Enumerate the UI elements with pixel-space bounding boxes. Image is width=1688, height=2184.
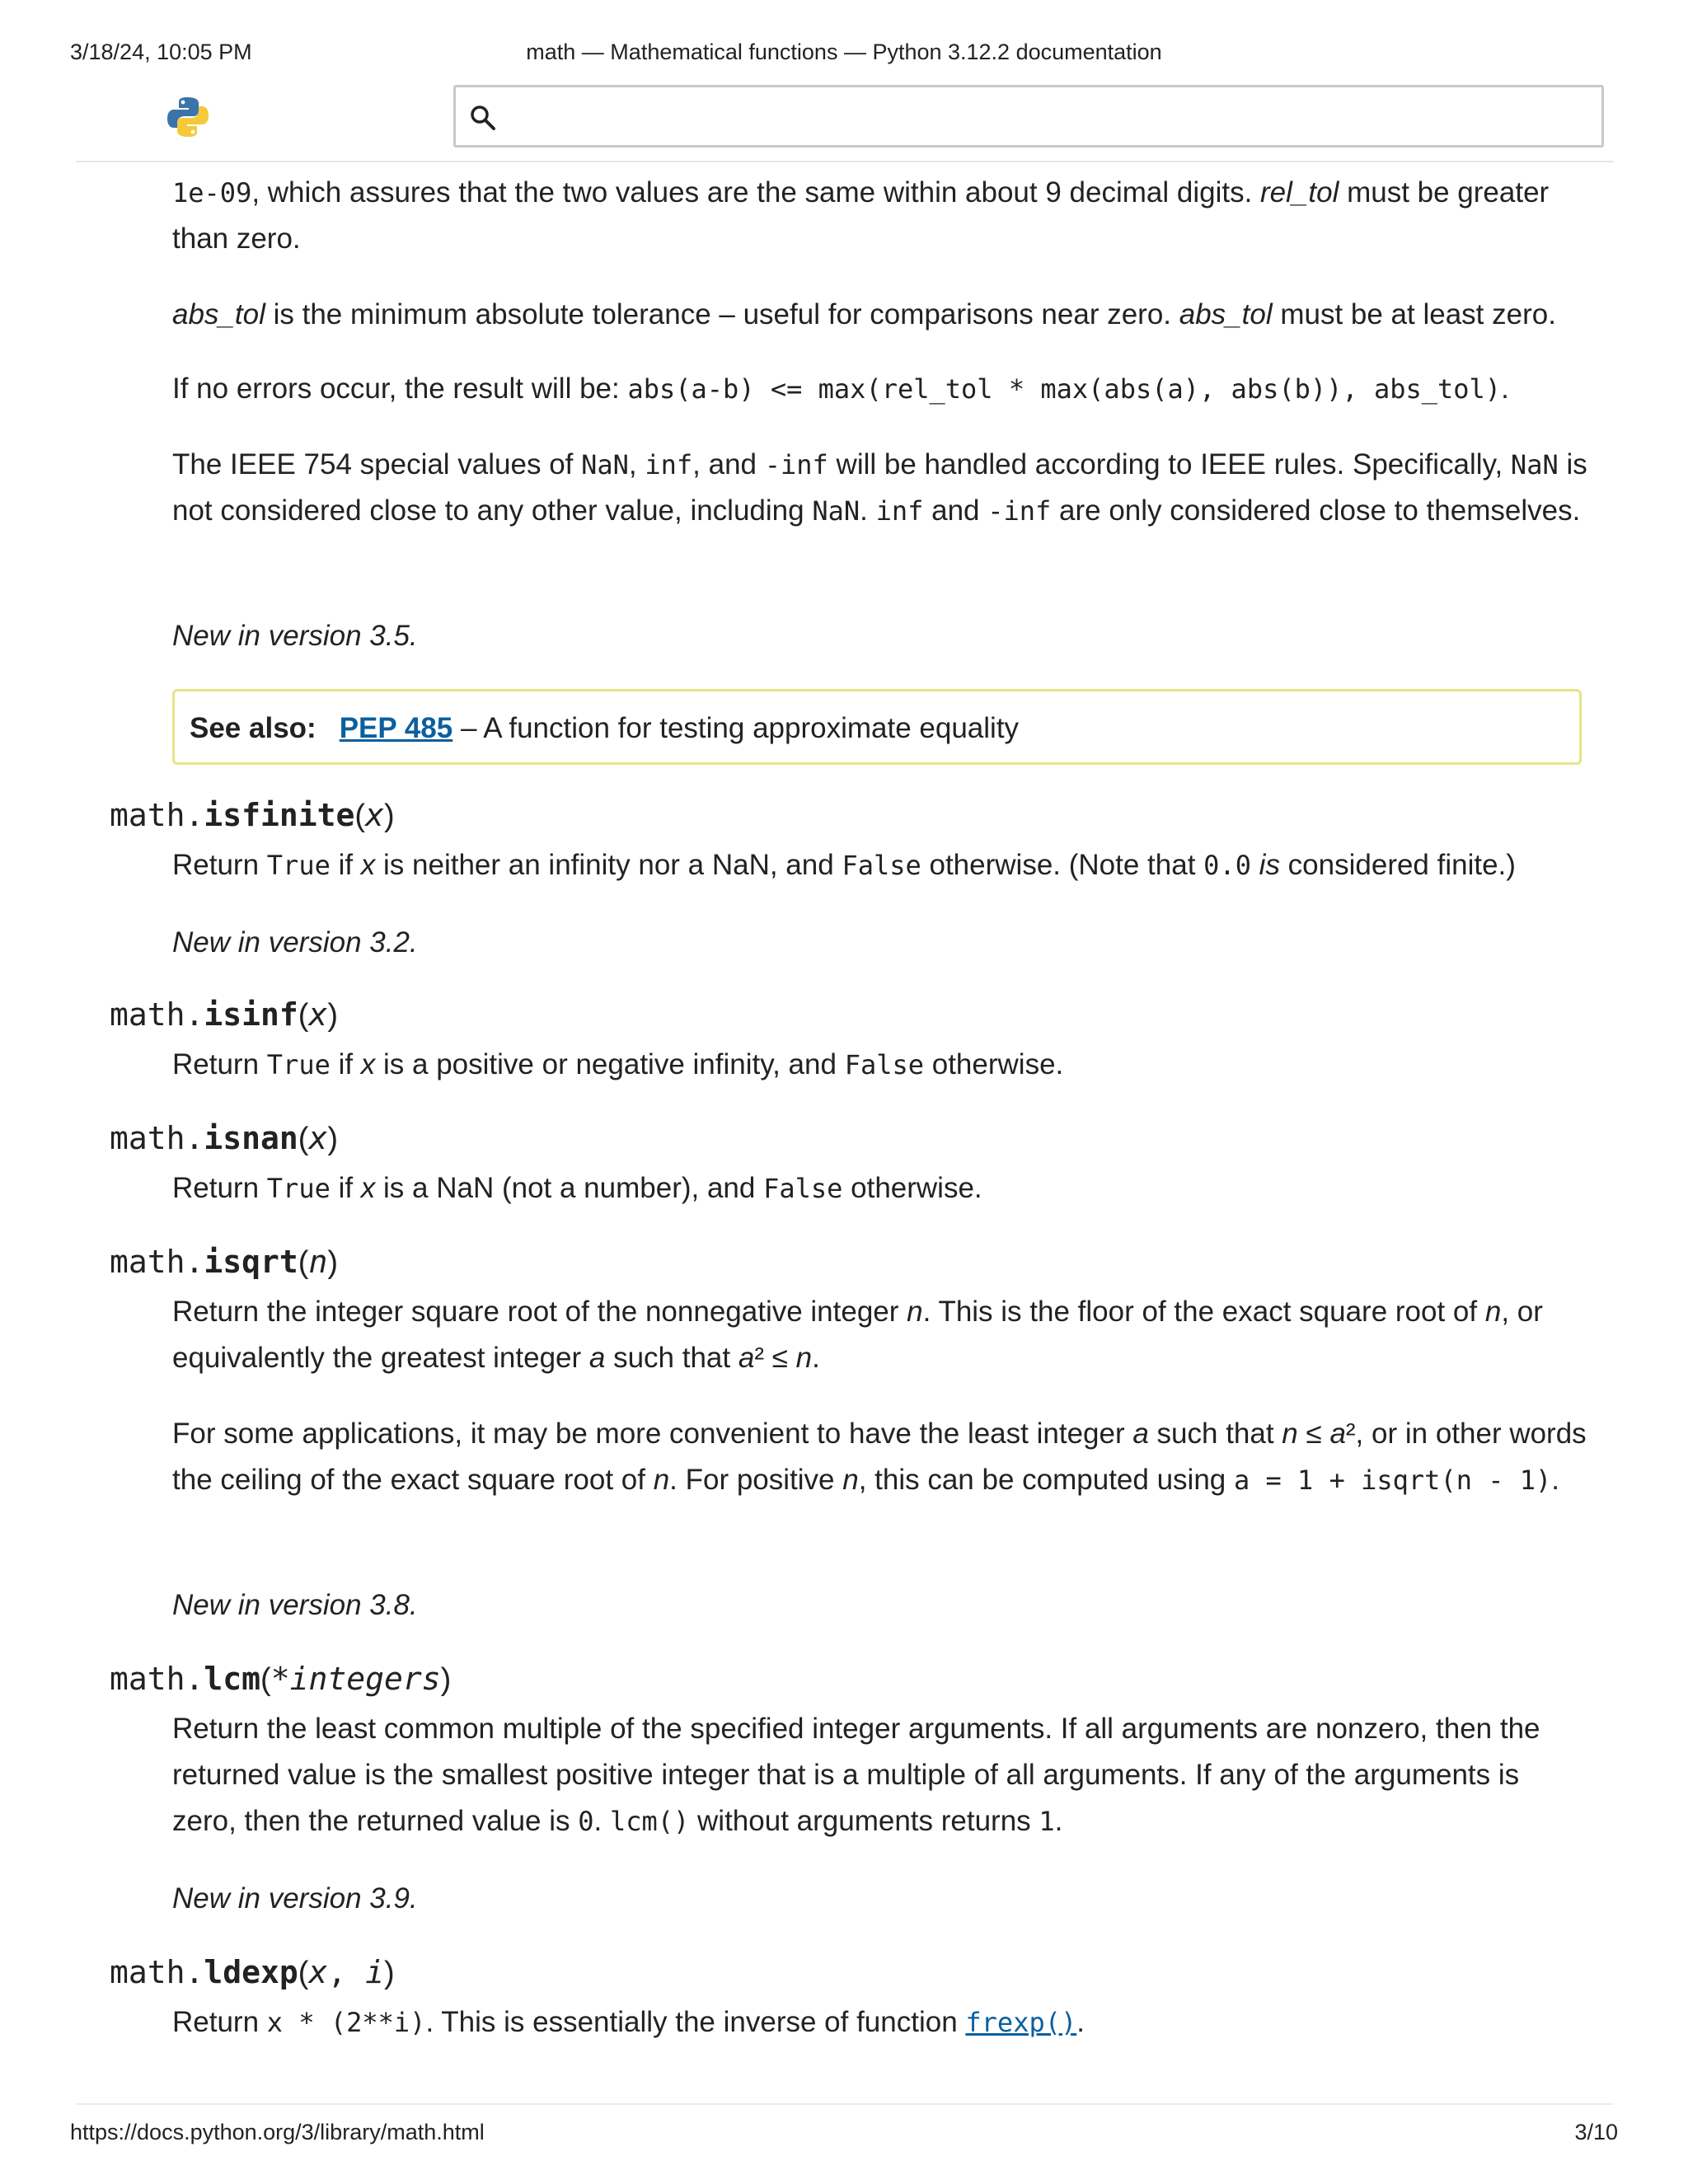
print-url: https://docs.python.org/3/library/math.html — [70, 2120, 485, 2144]
print-header — [0, 40, 1688, 73]
isclose-paragraph-result: If no errors occur, the result will be: abs(a-b) <= max(rel_tol * max(abs(a), abs(b)), abs_tol). — [172, 373, 1509, 405]
isclose-version-note: New in version 3.5. — [172, 620, 418, 652]
see-also-label: See also: — [190, 712, 316, 744]
isqrt-signature: math.isqrt(n) — [110, 1244, 338, 1280]
isclose-paragraph-reltol: 1e-09, which assures that the two values are the same within about 9 decimal digits. rel_tol must be greater than zero. — [172, 176, 1550, 255]
isqrt-version-note: New in version 3.8. — [172, 1589, 418, 1621]
search-input[interactable] — [453, 85, 1604, 148]
lcm-version-note: New in version 3.9. — [172, 1882, 418, 1915]
print-footer — [0, 2120, 1688, 2153]
pep-485-link[interactable]: PEP 485 — [339, 712, 453, 744]
lcm-description: Return the least common multiple of the specified integer arguments. If all arguments are nonzero, then the returned value is the smallest positive integer that is a multiple of all arguments. If any of the arguments is zero, then the returned value is 0. lcm() without arguments returns 1. — [172, 1713, 1540, 1837]
isfinite-version-note: New in version 3.2. — [172, 926, 418, 958]
isnan-signature: math.isnan(x) — [110, 1120, 338, 1156]
isclose-paragraph-abstol: abs_tol is the minimum absolute tolerance – useful for comparisons near zero. abs_tol must be at least zero. — [172, 298, 1556, 330]
frexp-link[interactable]: frexp() — [965, 2007, 1077, 2038]
print-doc-title: math — Mathematical functions — Python 3.12.2 documentation — [526, 40, 1162, 64]
footer-divider — [76, 2103, 1614, 2105]
header-divider — [76, 161, 1614, 162]
search-icon[interactable] — [467, 102, 499, 134]
isinf-signature: math.isinf(x) — [110, 996, 338, 1033]
isqrt-description: Return the integer square root of the nonnegative integer n. This is the floor of the exact square root of n, or equivalently the greatest integer a such that a² ≤ n. — [172, 1296, 1543, 1374]
isinf-description: Return True if x is a positive or negative infinity, and False otherwise. — [172, 1048, 1064, 1080]
see-also-description: – A function for testing approximate equality — [452, 712, 1020, 744]
isclose-paragraph-ieee: The IEEE 754 special values of NaN, inf, and -inf will be handled according to IEEE rules. Specifically, NaN is not considered close to any other value, including NaN. inf and -inf are only considered close to themselves. — [172, 448, 1587, 527]
print-datetime: 3/18/24, 10:05 PM — [70, 40, 252, 64]
isfinite-signature: math.isfinite(x) — [110, 797, 395, 833]
page-number: 3/10 — [1574, 2120, 1618, 2144]
see-also-box — [172, 689, 1582, 765]
isfinite-description: Return True if x is neither an infinity nor a NaN, and False otherwise. (Note that 0.0 is considered finite.) — [172, 849, 1516, 881]
ldexp-signature: math.ldexp(x, i) — [110, 1954, 395, 1990]
isnan-description: Return True if x is a NaN (not a number), and False otherwise. — [172, 1172, 982, 1204]
python-logo-icon[interactable] — [165, 94, 211, 140]
ldexp-description: Return x * (2**i). This is essentially the inverse of function frexp(). — [172, 2006, 1085, 2038]
isqrt-ceiling-paragraph: For some applications, it may be more convenient to have the least integer a such that n ≤ a², or in other words the ceiling of the exact square root of n. For positive n, this can be computed using a = 1 + isqrt(n - 1). — [172, 1418, 1587, 1496]
lcm-signature: math.lcm(*integers) — [110, 1661, 452, 1697]
